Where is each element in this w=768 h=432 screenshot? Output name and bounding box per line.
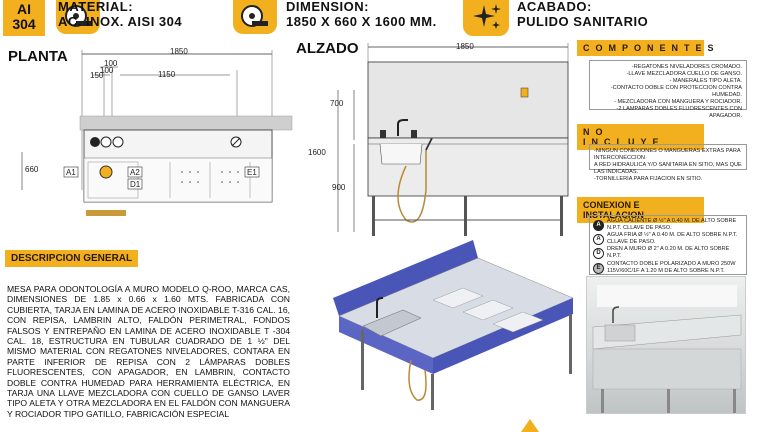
conexion-list xyxy=(589,215,747,275)
alzado-dim-700: 700 xyxy=(330,99,344,108)
material-value: AC. INOX. AISI 304 xyxy=(58,14,183,29)
model-code-line1: AI xyxy=(17,1,31,17)
photo-illustration xyxy=(587,277,747,415)
conexion-row xyxy=(593,218,743,232)
planta-dim-1150: 1150 xyxy=(158,70,176,79)
components-title: COMPONENTES xyxy=(577,40,704,56)
conexion-text: CONTACTO DOBLE POLARIZADO A MURO 250W 115V/60C/1F A 1.20 M DE ALTO SOBRE N.P.T. xyxy=(607,261,736,274)
components-item: -REGATONES NIVELADORES CROMADO. xyxy=(631,64,742,70)
material-label: MATERIAL: xyxy=(58,0,134,14)
conexion-row xyxy=(593,260,743,276)
description-body: MESA PARA ODONTOLOGÍA A MURO MODELO Q-ROO, MARCA CAS, DIMENSIONES DE 1.85 x 0.66 x 1.60 MTS. FABRICADA CON CUBIERTA, TARJA EN LAMINA DE ACERO INOXIDABLE T-316 CAL. 16, CON REPISA, LAMBRIN ALTO, FALDÓN PERIMETRAL, FONDOS FALSOS Y ENTREPAÑO EN LAMINA DE ACERO INOXIDABLE T -304 CAL. 18, ESTRUCTURA EN TUBULAR CUADRADO DE 1 ½" DEL MISMO MATERIAL CON REGATONES NIVELADORES, CONTARA EN PARTE INFERIOR DE REPISA CON 2 LÁMPARAS DOBLES FLUORESCENTES, CON APAGADOR, EN LAMBRIN, CONTACTO DOBLE CONTRA HUMEDAD PARA HERRAMIENTA ELÉCTRICA, EN TARJA UNA LLAVE MEZCLADORA CON CUELLO DE GANSO LAVER TIPO ALETA Y OTRA MEZCLADORA EN EL FALDÓN CON MANGUERA Y ROCIADOR TIPO GATILLO, FABRICACIÓN ESPECIAL xyxy=(7,284,290,419)
components-item: -2 LAMPARAS DOBLES FLUORESCENTES CON APAGADOR. xyxy=(616,106,742,119)
planta-dim-150: 150 xyxy=(90,71,104,80)
product-photo xyxy=(586,276,746,414)
drain-icon: D xyxy=(593,248,604,259)
dimension-value: 1850 X 660 X 1600 MM. xyxy=(286,14,437,29)
cold-water-icon: A xyxy=(593,234,604,245)
planta-label-e1: E1 xyxy=(247,168,257,177)
components-item: - MANERALES TIPO ALETA. xyxy=(669,78,742,84)
alzado-drawing xyxy=(296,40,576,240)
model-code-badge xyxy=(3,0,45,36)
ruler-tape-icon xyxy=(240,3,270,29)
material-block xyxy=(58,0,182,29)
conexion-title: CONEXION E INSTALACION xyxy=(577,197,704,223)
planta-title: PLANTA xyxy=(8,48,68,65)
no-incluye-list xyxy=(589,144,747,182)
warning-icon xyxy=(520,418,540,432)
planta-dim-total: 1850 xyxy=(170,47,188,56)
conexion-text: AGUA FRIA Ø ½" A 0.40 M. DE ALTO SOBRE N.P.T. CLLAVE DE PASO. xyxy=(607,232,738,245)
planta-dim-660: 660 xyxy=(25,165,39,174)
no-incluye-title: NO INCLUYE xyxy=(577,124,704,150)
components-item: -CONTACTO DOBLE CON PROTECCION CONTRA HUMEDAD. xyxy=(610,85,742,98)
finish-block xyxy=(517,0,648,29)
finish-icon-box xyxy=(463,0,509,36)
planta-drawing xyxy=(0,40,296,230)
electrical-outlet-icon: E xyxy=(593,263,604,274)
sparkle-icon xyxy=(470,2,502,32)
planta-dim-100a: 100 xyxy=(104,59,118,68)
alzado-title: ALZADO xyxy=(296,40,359,57)
finish-value: PULIDO SANITARIO xyxy=(517,14,649,29)
no-incluye-item: A RED HIDRAULICA Y/O SANITARIA EN SITIO, MAS QUE LAS INDICADAS. xyxy=(594,162,742,175)
hot-water-icon: A xyxy=(593,220,604,231)
dimension-block xyxy=(286,0,437,29)
alzado-dim-900: 900 xyxy=(332,183,346,192)
dimension-label: DIMENSION: xyxy=(286,0,369,14)
finish-label: ACABADO: xyxy=(517,0,592,14)
product-render xyxy=(333,240,573,412)
no-incluye-item: -TORNILLERIA PARA FIJACION EN SITIO. xyxy=(594,176,703,182)
model-code-line2: 304 xyxy=(12,16,36,32)
planta-dim-100b: 100 xyxy=(100,66,114,75)
components-list xyxy=(589,60,747,119)
components-item: -LLAVE MEZCLADORA CUELLO DE GANSO. xyxy=(626,71,742,77)
conexion-text: DREN A MURO Ø 2" A 0.20 M. DE ALTO SOBRE N.P.T. xyxy=(607,246,730,259)
dimension-icon-box xyxy=(233,0,277,34)
planta-label-a2: A2 xyxy=(130,168,140,177)
description-title: DESCRIPCION GENERAL xyxy=(5,250,138,267)
planta-label-a1: A1 xyxy=(66,168,76,177)
conexion-row xyxy=(593,232,743,246)
alzado-dim-1600: 1600 xyxy=(308,148,326,157)
components-item: - MEZCLADORA CON MANGUERA Y ROCIADOR. xyxy=(614,99,742,105)
no-incluye-item: -NINGUN CONEXIONES O MANGUERAS EXTRAS PARA INTERCONECCION xyxy=(594,148,741,161)
conexion-row xyxy=(593,246,743,260)
conexion-text: AGUA CALIENTE Ø ½" A 0.40 M. DE ALTO SOBRE N.P.T. CLLAVE DE PASO. xyxy=(607,218,737,231)
alzado-dim-total: 1850 xyxy=(456,42,474,51)
planta-label-d1: D1 xyxy=(130,180,141,189)
